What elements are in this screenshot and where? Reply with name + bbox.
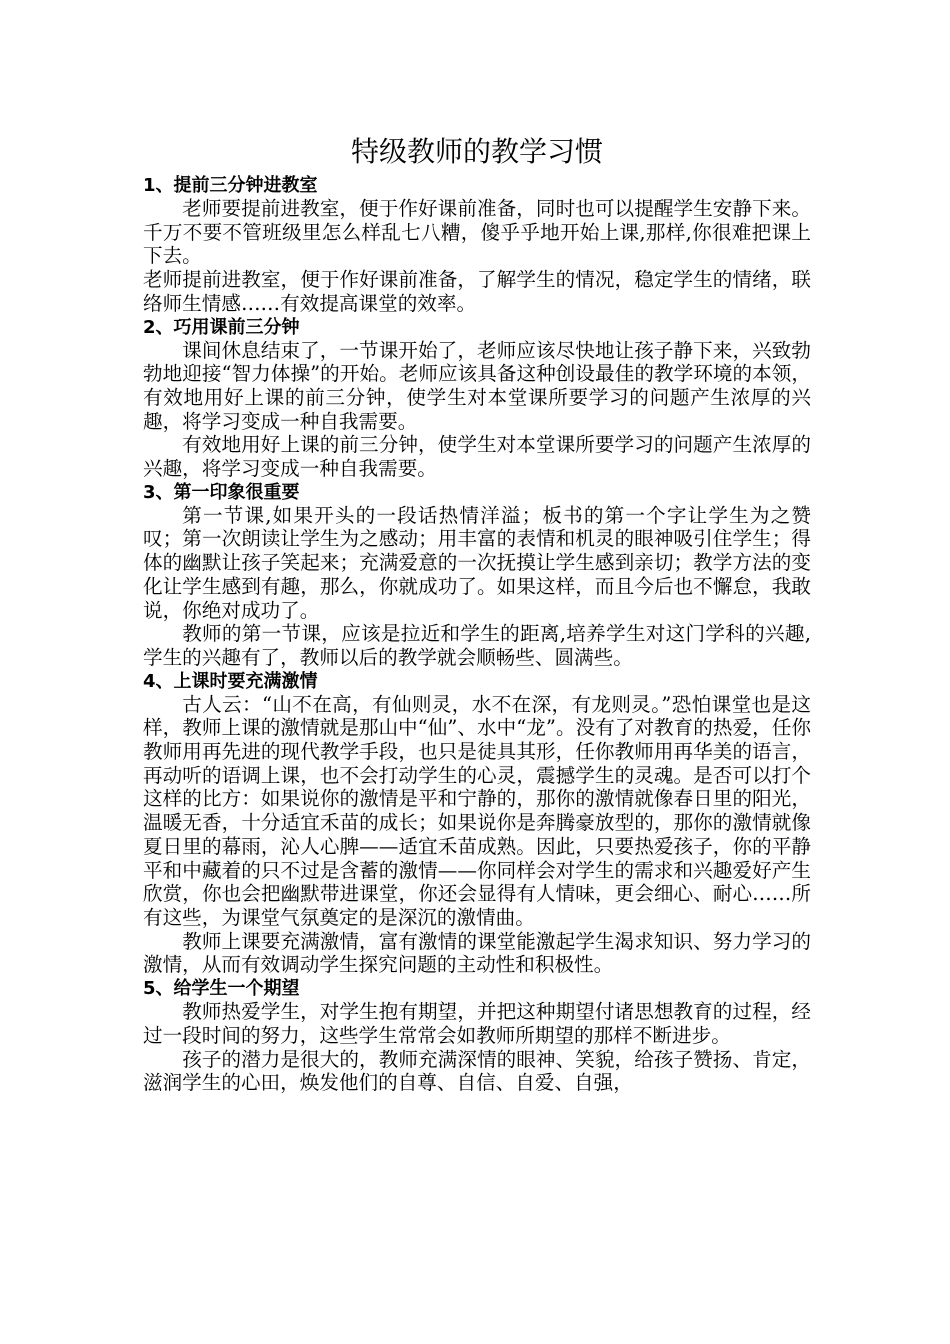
- section-heading: 4、上课时要充满激情: [143, 670, 318, 692]
- document-title: 特级教师的教学习惯: [350, 135, 603, 168]
- paragraph: 有效地用好上课的前三分钟，使学生对本堂课所要学习的问题产生浓厚的兴趣，将学习变成一种自我需要。: [143, 433, 811, 481]
- paragraph: 第一节课,如果开头的一段话热情洋溢；板书的第一个字让学生为之赞叹；第一次朗读让学生为之感动；用丰富的表情和机灵的眼神吸引住学生；得体的幽默让孩子笑起来；充满爱意的一次抚摸让学生感到亲切；教学方法的变化让学生感到有趣，那么，你就成功了。如果这样，而且今后也不懈怠，我敢说，你绝对成功了。: [143, 503, 811, 622]
- paragraph: 教师上课要充满激情，富有激情的课堂能激起学生渴求知识、努力学习的激情，从而有效调动学生探究问题的主动性和积极性。: [143, 929, 811, 977]
- paragraph: 老师提前进教室，便于作好课前准备，了解学生的情况，稳定学生的情绪，联络师生情感……有效提高课堂的效率。: [143, 268, 811, 315]
- paragraph: 教师的第一节课，应该是拉近和学生的距离,培养学生对这门学科的兴趣,学生的兴趣有了，教师以后的教学就会顺畅些、圆满些。: [143, 622, 811, 669]
- section-heading: 2、巧用课前三分钟: [143, 316, 300, 338]
- section-heading: 5、给学生一个期望: [143, 978, 300, 1000]
- section-5: [143, 977, 811, 1095]
- section-2: [143, 316, 811, 481]
- document-page: [143, 132, 811, 1095]
- paragraph: 古人云：“山不在高，有仙则灵，水不在深，有龙则灵。”恐怕课堂也是这样，教师上课的激情就是那山中“仙”、水中“龙”。没有了对教育的热爱，任你教师用再先进的现代教学手段，也只是徒具其形，任你教师用再华美的语言，再动听的语调上课，也不会打动学生的心灵，震撼学生的灵魂。是否可以打个这样的比方：如果说你的激情是平和宁静的，那你的激情就像春日里的阳光，温暖无香，十分适宜禾苗的成长；如果说你是奔腾豪放型的，那你的激情就像夏日里的幕雨，沁人心脾——适宜禾苗成熟。因此，只要热爱孩子，你的平静平和中藏着的只不过是含蓄的激情——你同样会对学生的需求和兴趣爱好产生欣赏，你也会把幽默带进课堂，你还会显得有人情味，更会细心、耐心……所有这些，为课堂气氛奠定的是深沉的激情曲。: [143, 692, 811, 929]
- paragraph: 教师热爱学生，对学生抱有期望，并把这种期望付诸思想教育的过程，经过一段时间的努力，这些学生常常会如教师所期望的那样不断进步。: [143, 1000, 811, 1047]
- section-4: [143, 670, 811, 977]
- section-heading: 3、第一印象很重要: [143, 481, 300, 503]
- section-3: [143, 481, 811, 670]
- paragraph: 老师要提前进教室，便于作好课前准备，同时也可以提醒学生安静下来。千万不要不管班级里怎么样乱七八糟，傻乎乎地开始上课,那样,你很难把课上下去。: [143, 197, 811, 268]
- section-heading: 1、提前三分钟进教室: [143, 175, 318, 196]
- paragraph: 孩子的潜力是很大的，教师充满深情的眼神、笑貌，给孩子赞扬、肯定，滋润学生的心田，焕发他们的自尊、自信、自爱、自强，: [143, 1047, 811, 1095]
- section-1: [143, 174, 811, 316]
- paragraph: 课间休息结束了，一节课开始了，老师应该尽快地让孩子静下来，兴致勃勃地迎接“智力体操”的开始。老师应该具备这种创设最佳的教学环境的本领，有效地用好上课的前三分钟，使学生对本堂课所要学习的问题产生浓厚的兴趣，将学习变成一种自我需要。: [143, 338, 811, 433]
